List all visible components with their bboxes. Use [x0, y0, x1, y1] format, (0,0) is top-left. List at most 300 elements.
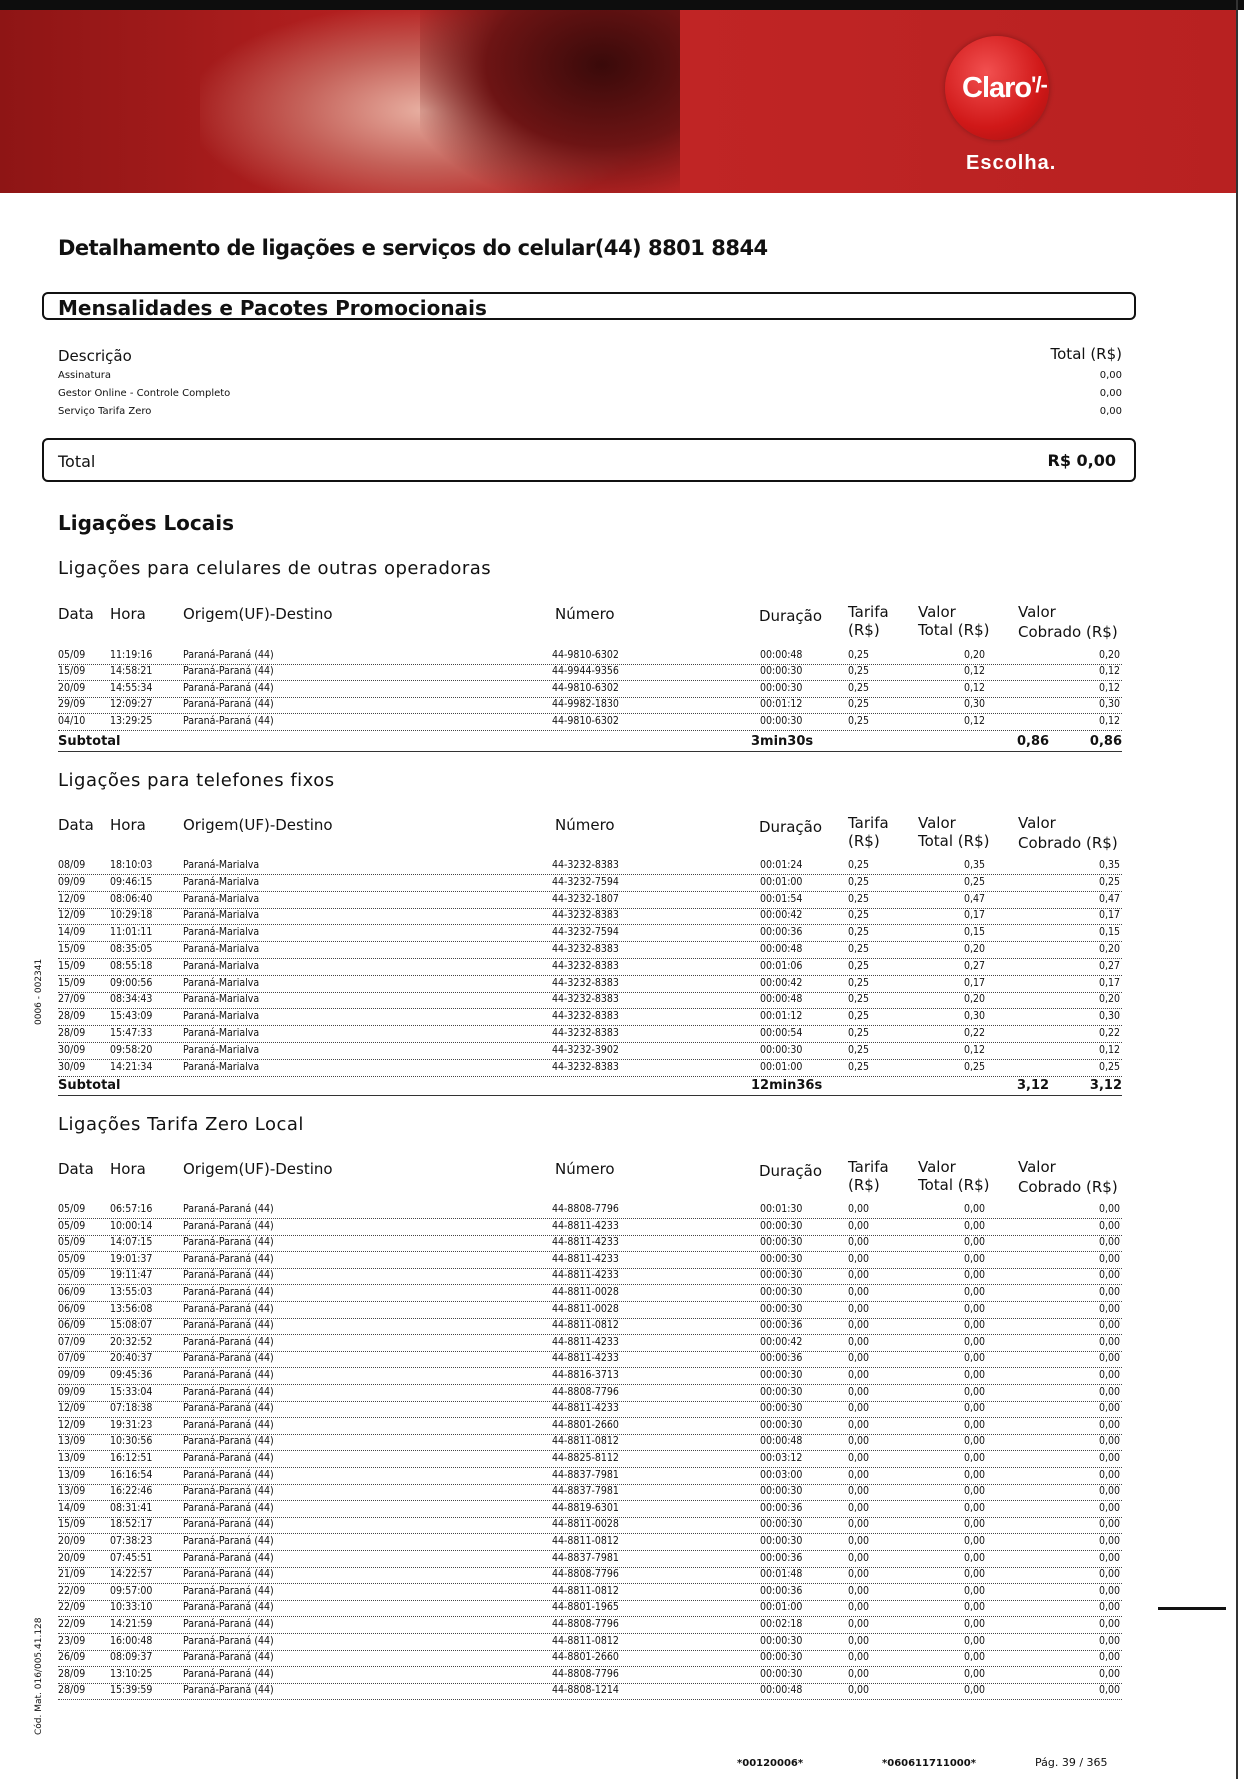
call-number: 44-8808-7796 [552, 1203, 619, 1215]
call-duration: 00:00:48 [760, 1435, 803, 1447]
call-time: 18:10:03 [110, 859, 153, 871]
call-number: 44-8837-7981 [552, 1552, 619, 1564]
table-row [58, 1025, 1122, 1043]
call-origin-destination: Paraná-Paraná (44) [183, 1369, 274, 1381]
call-duration: 00:00:36 [760, 1352, 803, 1364]
call-charged-value: 0,00 [1098, 1236, 1120, 1248]
call-total-value: 0,00 [964, 1552, 986, 1564]
call-duration: 00:00:30 [760, 1236, 803, 1248]
call-rate: 0,25 [848, 1044, 870, 1056]
call-rate: 0,25 [848, 977, 870, 989]
call-charged-value: 0,00 [1098, 1518, 1120, 1530]
call-total-value: 0,12 [964, 665, 986, 677]
call-origin-destination: Paraná-Paraná (44) [183, 1269, 274, 1281]
call-origin-destination: Paraná-Paraná (44) [183, 1651, 274, 1663]
call-total-value: 0,00 [964, 1452, 986, 1464]
call-charged-value: 0,00 [1098, 1452, 1120, 1464]
call-duration: 00:00:30 [760, 1044, 803, 1056]
call-charged-value: 0,12 [1098, 665, 1120, 677]
subtotal-charged-value: 3,12 [1089, 1078, 1122, 1093]
call-number: 44-8811-4233 [552, 1253, 619, 1265]
table-row [58, 1516, 1122, 1534]
call-number: 44-8811-4233 [552, 1269, 619, 1281]
call-number: 44-8811-0028 [552, 1286, 619, 1298]
call-number: 44-9810-6302 [552, 715, 619, 727]
call-duration: 00:01:00 [760, 1061, 803, 1073]
call-rate: 0,00 [848, 1220, 870, 1232]
call-duration: 00:00:36 [760, 1552, 803, 1564]
call-duration: 00:01:00 [760, 876, 803, 888]
call-charged-value: 0,00 [1098, 1635, 1120, 1647]
col-header-vt1: Valor [918, 603, 956, 621]
call-total-value: 0,20 [964, 943, 986, 955]
call-number: 44-3232-8383 [552, 960, 619, 972]
call-time: 07:18:38 [110, 1402, 153, 1414]
call-origin-destination: Paraná-Marialva [183, 859, 260, 871]
call-charged-value: 0,00 [1098, 1585, 1120, 1597]
call-rate: 0,25 [848, 993, 870, 1005]
call-number: 44-3232-8383 [552, 993, 619, 1005]
call-rate: 0,25 [848, 715, 870, 727]
call-number: 44-8808-7796 [552, 1618, 619, 1630]
call-date: 14/09 [58, 926, 86, 938]
subtotal-charged-value: 0,86 [1089, 734, 1122, 749]
call-number: 44-8837-7981 [552, 1485, 619, 1497]
call-time: 07:38:23 [110, 1535, 153, 1547]
call-origin-destination: Paraná-Paraná (44) [183, 1469, 274, 1481]
table-row [58, 696, 1122, 714]
call-rate: 0,00 [848, 1269, 870, 1281]
call-number: 44-3232-8383 [552, 1061, 619, 1073]
call-rate: 0,00 [848, 1469, 870, 1481]
call-origin-destination: Paraná-Marialva [183, 943, 260, 955]
call-rate: 0,25 [848, 876, 870, 888]
col-header-origem: Origem(UF)-Destino [183, 605, 333, 623]
call-total-value: 0,00 [964, 1684, 986, 1696]
call-total-value: 0,00 [964, 1585, 986, 1597]
footer-code-b: *060611711000* [882, 1758, 976, 1769]
call-total-value: 0,20 [964, 649, 986, 661]
col-header-tarifa2: (R$) [848, 832, 880, 850]
call-duration: 00:02:18 [760, 1618, 803, 1630]
table-row [58, 1682, 1122, 1700]
call-number: 44-3232-8383 [552, 1010, 619, 1022]
call-date: 28/09 [58, 1010, 86, 1022]
call-duration: 00:00:42 [760, 977, 803, 989]
table-row [58, 924, 1122, 942]
col-header-vt2: Total (R$) [918, 1176, 990, 1194]
call-duration: 00:00:30 [760, 1651, 803, 1663]
call-charged-value: 0,00 [1098, 1684, 1120, 1696]
call-origin-destination: Paraná-Paraná (44) [183, 1203, 274, 1215]
call-duration: 00:00:30 [760, 715, 803, 727]
call-date: 15/09 [58, 960, 86, 972]
call-total-value: 0,25 [964, 876, 986, 888]
call-rate: 0,00 [848, 1286, 870, 1298]
call-charged-value: 0,25 [1098, 876, 1120, 888]
call-number: 44-3232-7594 [552, 876, 619, 888]
call-duration: 00:01:24 [760, 859, 803, 871]
call-time: 10:00:14 [110, 1220, 153, 1232]
call-number: 44-8811-0812 [552, 1319, 619, 1331]
call-origin-destination: Paraná-Paraná (44) [183, 1319, 274, 1331]
call-origin-destination: Paraná-Marialva [183, 993, 260, 1005]
call-date: 05/09 [58, 649, 86, 661]
call-number: 44-9810-6302 [552, 682, 619, 694]
call-date: 12/09 [58, 1419, 86, 1431]
call-charged-value: 0,47 [1098, 893, 1120, 905]
call-charged-value: 0,25 [1098, 1061, 1120, 1073]
slogan: Escolha. [966, 152, 1057, 174]
table-row [58, 857, 1122, 875]
call-time: 16:12:51 [110, 1452, 153, 1464]
call-number: 44-8811-0812 [552, 1585, 619, 1597]
call-rate: 0,00 [848, 1684, 870, 1696]
right-rule [1236, 0, 1238, 1779]
col-header-origem: Origem(UF)-Destino [183, 1160, 333, 1178]
col-header-tarifa1: Tarifa [848, 1158, 889, 1176]
call-number: 44-8808-1214 [552, 1684, 619, 1696]
call-total-value: 0,00 [964, 1419, 986, 1431]
call-number: 44-8811-4233 [552, 1352, 619, 1364]
col-header-tarifa1: Tarifa [848, 603, 889, 621]
call-origin-destination: Paraná-Marialva [183, 876, 260, 888]
call-number: 44-8816-3713 [552, 1369, 619, 1381]
call-time: 09:46:15 [110, 876, 153, 888]
table-row [58, 874, 1122, 892]
call-total-value: 0,00 [964, 1568, 986, 1580]
call-date: 07/09 [58, 1336, 86, 1348]
call-rate: 0,00 [848, 1585, 870, 1597]
col-header-vt2: Total (R$) [918, 621, 990, 639]
table-row [58, 991, 1122, 1009]
call-rate: 0,25 [848, 698, 870, 710]
call-number: 44-8811-4233 [552, 1236, 619, 1248]
call-duration: 00:01:12 [760, 1010, 803, 1022]
call-origin-destination: Paraná-Paraná (44) [183, 1668, 274, 1680]
col-header-vt1: Valor [918, 814, 956, 832]
call-date: 13/09 [58, 1469, 86, 1481]
call-number: 44-8811-0812 [552, 1435, 619, 1447]
call-charged-value: 0,22 [1098, 1027, 1120, 1039]
call-time: 15:47:33 [110, 1027, 153, 1039]
call-total-value: 0,35 [964, 859, 986, 871]
call-total-value: 0,00 [964, 1369, 986, 1381]
section-title-2: Ligações Tarifa Zero Local [58, 1114, 304, 1135]
call-duration: 00:00:42 [760, 1336, 803, 1348]
call-total-value: 0,00 [964, 1402, 986, 1414]
table-row [58, 1317, 1122, 1335]
call-total-value: 0,00 [964, 1518, 986, 1530]
call-number: 44-3232-8383 [552, 977, 619, 989]
call-origin-destination: Paraná-Paraná (44) [183, 1220, 274, 1232]
call-number: 44-8808-7796 [552, 1568, 619, 1580]
call-duration: 00:00:30 [760, 1518, 803, 1530]
subtotal-duration: 12min36s [751, 1078, 823, 1093]
call-rate: 0,00 [848, 1668, 870, 1680]
col-header-duracao: Duração [759, 1162, 823, 1180]
col-header-vc2: Cobrado (R$) [1018, 1178, 1118, 1196]
call-total-value: 0,00 [964, 1319, 986, 1331]
call-origin-destination: Paraná-Paraná (44) [183, 1236, 274, 1248]
call-duration: 00:00:30 [760, 1535, 803, 1547]
call-rate: 0,25 [848, 649, 870, 661]
call-total-value: 0,30 [964, 1010, 986, 1022]
table-row [58, 1599, 1122, 1617]
call-total-value: 0,00 [964, 1286, 986, 1298]
call-total-value: 0,00 [964, 1336, 986, 1348]
table-row [58, 907, 1122, 925]
call-duration: 00:00:48 [760, 1684, 803, 1696]
call-time: 13:29:25 [110, 715, 153, 727]
col-header-tarifa2: (R$) [848, 1176, 880, 1194]
call-rate: 0,00 [848, 1303, 870, 1315]
call-number: 44-3232-8383 [552, 909, 619, 921]
call-total-value: 0,12 [964, 682, 986, 694]
call-origin-destination: Paraná-Marialva [183, 909, 260, 921]
call-charged-value: 0,00 [1098, 1253, 1120, 1265]
call-rate: 0,00 [848, 1618, 870, 1630]
call-number: 44-3232-3902 [552, 1044, 619, 1056]
call-date: 12/09 [58, 1402, 86, 1414]
call-charged-value: 0,00 [1098, 1369, 1120, 1381]
call-origin-destination: Paraná-Marialva [183, 977, 260, 989]
side-code: 0006 - 002341 [34, 958, 44, 1025]
top-border [0, 0, 1244, 10]
section-title-0: Ligações para celulares de outras operadoras [58, 558, 492, 579]
call-total-value: 0,00 [964, 1220, 986, 1232]
call-charged-value: 0,00 [1098, 1618, 1120, 1630]
call-rate: 0,00 [848, 1319, 870, 1331]
call-total-value: 0,17 [964, 977, 986, 989]
call-date: 29/09 [58, 698, 86, 710]
col-header-data: Data [58, 1160, 94, 1178]
call-duration: 00:00:48 [760, 649, 803, 661]
call-date: 15/09 [58, 977, 86, 989]
call-rate: 0,00 [848, 1435, 870, 1447]
fees-col-desc: Descrição [58, 347, 132, 365]
call-charged-value: 0,00 [1098, 1269, 1120, 1281]
call-date: 05/09 [58, 1253, 86, 1265]
call-time: 11:01:11 [110, 926, 153, 938]
call-charged-value: 0,00 [1098, 1668, 1120, 1680]
call-time: 08:34:43 [110, 993, 153, 1005]
call-origin-destination: Paraná-Paraná (44) [183, 698, 274, 710]
call-origin-destination: Paraná-Paraná (44) [183, 1552, 274, 1564]
fee-row [58, 388, 1122, 404]
logo-wordmark: Claro [962, 72, 1032, 104]
fee-value: 0,00 [1099, 388, 1122, 399]
call-number: 44-8837-7981 [552, 1469, 619, 1481]
call-origin-destination: Paraná-Marialva [183, 1027, 260, 1039]
call-number: 44-3232-8383 [552, 859, 619, 871]
call-date: 21/09 [58, 1568, 86, 1580]
call-origin-destination: Paraná-Paraná (44) [183, 1435, 274, 1447]
call-time: 16:00:48 [110, 1635, 153, 1647]
call-charged-value: 0,17 [1098, 977, 1120, 989]
call-duration: 00:00:30 [760, 1402, 803, 1414]
call-rate: 0,00 [848, 1568, 870, 1580]
table-row [58, 1201, 1122, 1219]
locais-title: Ligações Locais [58, 511, 235, 535]
call-origin-destination: Paraná-Paraná (44) [183, 1303, 274, 1315]
col-header-tarifa1: Tarifa [848, 814, 889, 832]
table-row [58, 958, 1122, 976]
call-duration: 00:03:00 [760, 1469, 803, 1481]
call-date: 13/09 [58, 1452, 86, 1464]
call-origin-destination: Paraná-Paraná (44) [183, 1336, 274, 1348]
call-date: 26/09 [58, 1651, 86, 1663]
call-time: 09:45:36 [110, 1369, 153, 1381]
call-duration: 00:00:30 [760, 1220, 803, 1232]
call-duration: 00:01:48 [760, 1568, 803, 1580]
call-origin-destination: Paraná-Paraná (44) [183, 1452, 274, 1464]
table-row [58, 1616, 1122, 1634]
call-rate: 0,25 [848, 859, 870, 871]
call-total-value: 0,12 [964, 715, 986, 727]
call-date: 05/09 [58, 1203, 86, 1215]
call-date: 15/09 [58, 1518, 86, 1530]
table-row [58, 1008, 1122, 1026]
call-date: 06/09 [58, 1303, 86, 1315]
call-charged-value: 0,20 [1098, 649, 1120, 661]
call-origin-destination: Paraná-Paraná (44) [183, 1419, 274, 1431]
call-date: 20/09 [58, 1552, 86, 1564]
call-duration: 00:00:36 [760, 1585, 803, 1597]
call-time: 09:58:20 [110, 1044, 153, 1056]
call-rate: 0,00 [848, 1601, 870, 1613]
call-time: 15:43:09 [110, 1010, 153, 1022]
subtotal-duration: 3min30s [751, 734, 814, 749]
call-time: 18:52:17 [110, 1518, 153, 1530]
call-duration: 00:03:12 [760, 1452, 803, 1464]
call-total-value: 0,00 [964, 1303, 986, 1315]
spark-icon: '/- [1031, 72, 1047, 97]
col-header-duracao: Duração [759, 818, 823, 836]
call-origin-destination: Paraná-Marialva [183, 1010, 260, 1022]
call-total-value: 0,00 [964, 1352, 986, 1364]
call-origin-destination: Paraná-Paraná (44) [183, 1585, 274, 1597]
call-number: 44-9944-9356 [552, 665, 619, 677]
call-charged-value: 0,00 [1098, 1552, 1120, 1564]
call-total-value: 0,00 [964, 1236, 986, 1248]
call-time: 20:32:52 [110, 1336, 153, 1348]
call-rate: 0,00 [848, 1352, 870, 1364]
call-date: 09/09 [58, 1369, 86, 1381]
fees-total-value: R$ 0,00 [1047, 451, 1116, 470]
call-total-value: 0,00 [964, 1386, 986, 1398]
call-rate: 0,00 [848, 1485, 870, 1497]
call-origin-destination: Paraná-Marialva [183, 1061, 260, 1073]
call-number: 44-8811-0812 [552, 1535, 619, 1547]
col-header-hora: Hora [110, 1160, 146, 1178]
table-row [58, 1483, 1122, 1501]
call-charged-value: 0,00 [1098, 1435, 1120, 1447]
call-number: 44-3232-7594 [552, 926, 619, 938]
section-title-1: Ligações para telefones fixos [58, 770, 335, 791]
col-header-data: Data [58, 816, 94, 834]
call-time: 20:40:37 [110, 1352, 153, 1364]
call-date: 15/09 [58, 665, 86, 677]
call-origin-destination: Paraná-Paraná (44) [183, 682, 274, 694]
col-header-vc1: Valor [1018, 1158, 1056, 1176]
call-duration: 00:00:48 [760, 993, 803, 1005]
fees-title: Mensalidades e Pacotes Promocionais [58, 296, 487, 320]
call-number: 44-9810-6302 [552, 649, 619, 661]
call-charged-value: 0,30 [1098, 1010, 1120, 1022]
call-total-value: 0,12 [964, 1044, 986, 1056]
col-header-vc1: Valor [1018, 603, 1056, 621]
subtotal-total-value: 3,12 [1017, 1078, 1050, 1093]
call-charged-value: 0,17 [1098, 909, 1120, 921]
call-duration: 00:00:30 [760, 1369, 803, 1381]
call-date: 09/09 [58, 876, 86, 888]
call-number: 44-8819-6301 [552, 1502, 619, 1514]
call-rate: 0,00 [848, 1502, 870, 1514]
call-date: 22/09 [58, 1601, 86, 1613]
call-origin-destination: Paraná-Paraná (44) [183, 1485, 274, 1497]
call-date: 06/09 [58, 1319, 86, 1331]
call-total-value: 0,00 [964, 1601, 986, 1613]
call-origin-destination: Paraná-Paraná (44) [183, 1386, 274, 1398]
call-date: 28/09 [58, 1027, 86, 1039]
call-number: 44-3232-8383 [552, 1027, 619, 1039]
call-rate: 0,25 [848, 1027, 870, 1039]
call-rate: 0,25 [848, 960, 870, 972]
fees-col-total: Total (R$) [1050, 345, 1122, 363]
call-duration: 00:01:30 [760, 1203, 803, 1215]
call-total-value: 0,00 [964, 1253, 986, 1265]
call-origin-destination: Paraná-Marialva [183, 960, 260, 972]
call-origin-destination: Paraná-Paraná (44) [183, 1601, 274, 1613]
call-duration: 00:01:06 [760, 960, 803, 972]
call-date: 28/09 [58, 1684, 86, 1696]
call-date: 20/09 [58, 682, 86, 694]
call-date: 14/09 [58, 1502, 86, 1514]
call-charged-value: 0,20 [1098, 943, 1120, 955]
call-origin-destination: Paraná-Marialva [183, 893, 260, 905]
call-number: 44-8825-8112 [552, 1452, 619, 1464]
edge-mark [1158, 1607, 1226, 1610]
call-number: 44-8811-0812 [552, 1635, 619, 1647]
call-origin-destination: Paraná-Paraná (44) [183, 1568, 274, 1580]
call-time: 19:01:37 [110, 1253, 153, 1265]
call-charged-value: 0,12 [1098, 1044, 1120, 1056]
call-time: 08:06:40 [110, 893, 153, 905]
call-time: 09:00:56 [110, 977, 153, 989]
call-charged-value: 0,00 [1098, 1336, 1120, 1348]
call-date: 13/09 [58, 1435, 86, 1447]
call-time: 08:35:05 [110, 943, 153, 955]
call-charged-value: 0,00 [1098, 1568, 1120, 1580]
call-duration: 00:00:30 [760, 682, 803, 694]
call-time: 19:11:47 [110, 1269, 153, 1281]
call-charged-value: 0,00 [1098, 1419, 1120, 1431]
call-charged-value: 0,00 [1098, 1469, 1120, 1481]
call-rate: 0,00 [848, 1651, 870, 1663]
call-time: 14:58:21 [110, 665, 153, 677]
call-total-value: 0,00 [964, 1203, 986, 1215]
call-duration: 00:00:30 [760, 1635, 803, 1647]
call-time: 16:22:46 [110, 1485, 153, 1497]
call-time: 19:31:23 [110, 1419, 153, 1431]
call-total-value: 0,00 [964, 1635, 986, 1647]
call-time: 08:55:18 [110, 960, 153, 972]
call-time: 13:56:08 [110, 1303, 153, 1315]
call-date: 05/09 [58, 1269, 86, 1281]
call-total-value: 0,00 [964, 1668, 986, 1680]
col-header-hora: Hora [110, 605, 146, 623]
